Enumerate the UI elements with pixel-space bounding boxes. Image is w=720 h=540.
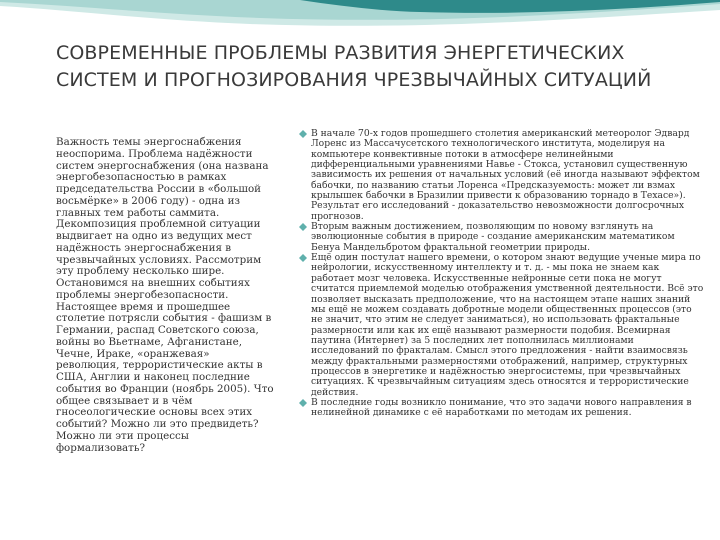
bullet-icon: [299, 223, 307, 231]
bullet-item: [300, 222, 704, 253]
bullet-icon: [299, 130, 307, 138]
bullet-text: В последние годы возникло понимание, что это задачи нового направления в нелинейной динамике с её наработками по методам их решения.: [311, 396, 692, 419]
bullet-item: [300, 398, 704, 419]
bullet-text: Ещё один постулат нашего времени, о котором знают ведущие ученые мира по нейрологии, искусственному интеллекту и т. д. - мы пока не знаем как работает мозг человека. Искусственные нейронные сети пока не могут считатся приемлемой моделью отображения умственной деятельности. Всё это позволяет высказать предположение, что на настоящем этапе наших знаний мы ещё не можем создавать добротные модели общественных процессов (это не значит, что этим не следует заниматься), но использовать фрактальные размерности или как их ещё называют размерности подобия. Всемирная паутина (Интернет) за 5 последних лет пополнилась миллионами исследований по фракталам. Смысл этого предложения - найти взаимосвязь между фрактальными размерностями отображений, например, структурных процессов в энергетике и надёжностью энергосистемы, при чрезвычайных ситуациях. К чрезвычайным ситуациям здесь относятся и террористические действия.: [311, 252, 704, 398]
bullet-text: В начале 70-х годов прошедшего столетия американский метеоролог Эдвард Лоренс из Массачусетского технологического института, моделируя на компьютере конвективные потоки в атмосфере нелинейными дифференциальными уравнениями Навье - Стокса, установил существенную зависимость их решения от начальных условий (её иногда называют эффектом бабочки, по названию статьи Лоренса «Предсказуемость: может ли взмах крылышек бабочки в Бразилии привести к образованию торнадо в Техасе»). Результат его исследований - доказательство невозможности долгосрочных прогнозов.: [311, 128, 700, 222]
left-text-column: Важность темы энергоснабжения неоспорима. Проблема надёжности систем энергоснабжения (она названа энергобезопасностью в рамках председательства России в «большой восьмёрке» в 2006 году) - одна из главных тем работы саммита. Декомпозиция проблемной ситуации выдвигает на одно из ведущих мест надёжность энергоснабжения в чрезвычайных условиях. Рассмотрим эту проблему несколько шире. Остановимся на внешних событиях проблемы энергобезопасности. Настоящее время и прошедшее столетие потрясли события - фашизм в Германии, распад Советского союза, войны во Вьетнаме, Афганистане, Чечне, Ираке, «оранжевая» революция, террористические акты в США, Англии и наконец последние события во Франции (ноябрь 2005). Что общее связывает и в чём гносеологические основы всех этих событий? Можно ли это предвидеть? Можно ли эти процессы формализовать?: [56, 136, 274, 454]
bullet-icon: [299, 399, 307, 407]
bullet-text: Вторым важным достижением, позволяющим по новому взглянуть на эволюционные события в природе - создание американским математиком Бенуа Мандельбротом фрактальной геометрии природы.: [311, 221, 675, 253]
bullet-list: [300, 129, 704, 419]
bullet-icon: [299, 254, 307, 262]
bullet-item: [300, 253, 704, 398]
slide-title: СОВРЕМЕННЫЕ ПРОБЛЕМЫ РАЗВИТИЯ ЭНЕРГЕТИЧЕСКИХ СИСТЕМ И ПРОГНОЗИРОВАНИЯ ЧРЕЗВЫЧАЙНЫХ СИТУАЦИЙ: [56, 42, 652, 91]
bullet-item: [300, 129, 704, 222]
